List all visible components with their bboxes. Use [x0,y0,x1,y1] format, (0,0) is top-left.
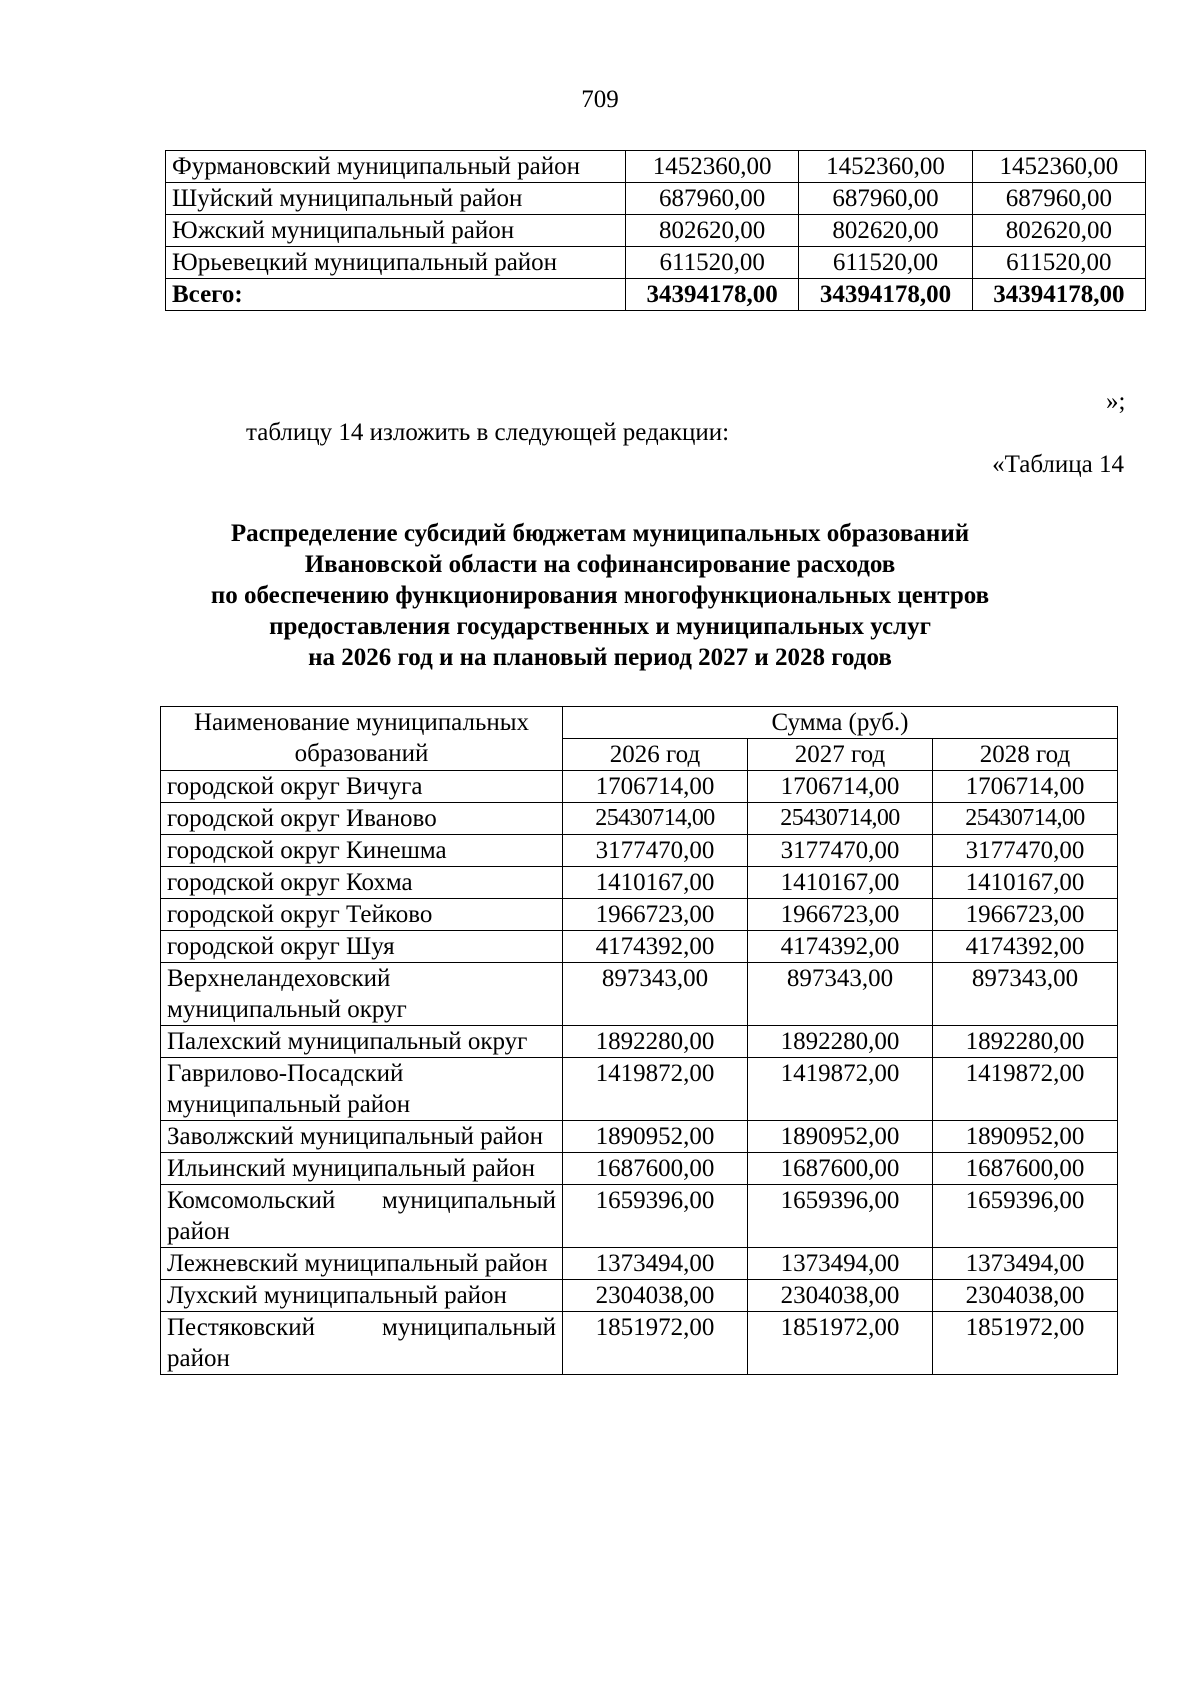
table-row [161,1026,1118,1058]
value-2026: 1659396,00 [563,1185,748,1248]
table-row [161,899,1118,931]
previous-table [165,150,1146,311]
total-2028: 34394178,00 [972,279,1145,311]
value-2028: 25430714,00 [933,803,1118,835]
table-row [166,215,1146,247]
table-row [161,963,1118,1026]
value-2028: 1452360,00 [972,151,1145,183]
value-2026: 897343,00 [563,963,748,1026]
value-2026: 1966723,00 [563,899,748,931]
table-row [161,931,1118,963]
value-2028: 1892280,00 [933,1026,1118,1058]
value-2027: 1706714,00 [748,771,933,803]
header-year: 2028 год [933,739,1118,771]
value-2026: 1410167,00 [563,867,748,899]
table-label: «Таблица 14 [992,451,1124,478]
value-2026: 1890952,00 [563,1121,748,1153]
table-row [166,151,1146,183]
table-row [161,835,1118,867]
value-2026: 1373494,00 [563,1248,748,1280]
title-line: предоставления государственных и муниципальных услуг [269,613,931,640]
value-2028: 1851972,00 [933,1312,1118,1375]
municipality-name: городской округ Кохма [161,867,563,899]
value-2027: 4174392,00 [748,931,933,963]
page-number: 709 [581,86,619,113]
table-row [161,1312,1118,1375]
table-row [161,1248,1118,1280]
value-2028: 1890952,00 [933,1121,1118,1153]
value-2027: 2304038,00 [748,1280,933,1312]
municipality-name: Лежневский муниципальный район [161,1248,563,1280]
municipality-name: городской округ Кинешма [161,835,563,867]
municipality-name: Южский муниципальный район [166,215,626,247]
total-label: Всего: [166,279,626,311]
value-2028: 611520,00 [972,247,1145,279]
value-2027: 1966723,00 [748,899,933,931]
municipality-name: Фурмановский муниципальный район [166,151,626,183]
value-2027: 1851972,00 [748,1312,933,1375]
municipality-name: Ильинский муниципальный район [161,1153,563,1185]
municipality-name: городской округ Иваново [161,803,563,835]
instruction-text: таблицу 14 изложить в следующей редакции: [246,419,730,446]
municipality-name: городской округ Вичуга [161,771,563,803]
value-2026: 1851972,00 [563,1312,748,1375]
total-2027: 34394178,00 [799,279,972,311]
table-header-row [161,707,1118,739]
value-2027: 1419872,00 [748,1058,933,1121]
table-row [166,183,1146,215]
value-2027: 1890952,00 [748,1121,933,1153]
value-2026: 1706714,00 [563,771,748,803]
total-row [166,279,1146,311]
value-2026: 802620,00 [626,215,799,247]
value-2027: 1659396,00 [748,1185,933,1248]
value-2026: 611520,00 [626,247,799,279]
table-row [161,1153,1118,1185]
value-2026: 687960,00 [626,183,799,215]
subsidy-table [160,706,1118,1375]
value-2027: 3177470,00 [748,835,933,867]
value-2028: 1659396,00 [933,1185,1118,1248]
value-2026: 1419872,00 [563,1058,748,1121]
value-2027: 1892280,00 [748,1026,933,1058]
value-2028: 2304038,00 [933,1280,1118,1312]
title-line: на 2026 год и на плановый период 2027 и 2028 годов [308,644,892,671]
table-row [161,771,1118,803]
value-2028: 1706714,00 [933,771,1118,803]
municipality-name: Пестяковский муниципальный район [161,1312,563,1375]
municipality-name: Шуйский муниципальный район [166,183,626,215]
value-2028: 3177470,00 [933,835,1118,867]
title-line: Распределение субсидий бюджетам муниципальных образований [230,520,970,547]
value-2026: 4174392,00 [563,931,748,963]
table-row [161,1280,1118,1312]
document-title [150,518,1050,673]
value-2028: 1966723,00 [933,899,1118,931]
title-line: по обеспечению функционирования многофункциональных центров [210,582,990,609]
value-2027: 1373494,00 [748,1248,933,1280]
value-2028: 687960,00 [972,183,1145,215]
table-row [161,803,1118,835]
value-2027: 687960,00 [799,183,972,215]
header-sum-column: Сумма (руб.) [563,707,1118,739]
municipality-name: Лухский муниципальный район [161,1280,563,1312]
table-row [161,1121,1118,1153]
value-2028: 1373494,00 [933,1248,1118,1280]
value-2026: 2304038,00 [563,1280,748,1312]
value-2028: 1687600,00 [933,1153,1118,1185]
value-2027: 1687600,00 [748,1153,933,1185]
value-2027: 802620,00 [799,215,972,247]
value-2026: 25430714,00 [563,803,748,835]
header-year: 2026 год [563,739,748,771]
municipality-name: городской округ Тейково [161,899,563,931]
value-2027: 25430714,00 [748,803,933,835]
value-2026: 3177470,00 [563,835,748,867]
municipality-name: городской округ Шуя [161,931,563,963]
header-name-column: Наименование муниципальных образований [161,707,563,771]
table-row [161,867,1118,899]
value-2027: 897343,00 [748,963,933,1026]
table-row [161,1185,1118,1248]
header-year: 2027 год [748,739,933,771]
title-line: Ивановской области на софинансирование расходов [304,551,896,578]
value-2028: 1410167,00 [933,867,1118,899]
table-row [166,247,1146,279]
value-2027: 611520,00 [799,247,972,279]
closing-quote: »; [1106,388,1126,415]
value-2026: 1452360,00 [626,151,799,183]
value-2027: 1452360,00 [799,151,972,183]
municipality-name: Комсомольский муниципальный район [161,1185,563,1248]
total-2026: 34394178,00 [626,279,799,311]
municipality-name: Гаврилово-Посадский муниципальный район [161,1058,563,1121]
value-2028: 802620,00 [972,215,1145,247]
municipality-name: Палехский муниципальный округ [161,1026,563,1058]
municipality-name: Юрьевецкий муниципальный район [166,247,626,279]
value-2026: 1892280,00 [563,1026,748,1058]
value-2028: 897343,00 [933,963,1118,1026]
value-2028: 1419872,00 [933,1058,1118,1121]
municipality-name: Заволжский муниципальный район [161,1121,563,1153]
municipality-name: Верхнеландеховский муниципальный округ [161,963,563,1026]
value-2026: 1687600,00 [563,1153,748,1185]
value-2027: 1410167,00 [748,867,933,899]
table-row [161,1058,1118,1121]
value-2028: 4174392,00 [933,931,1118,963]
